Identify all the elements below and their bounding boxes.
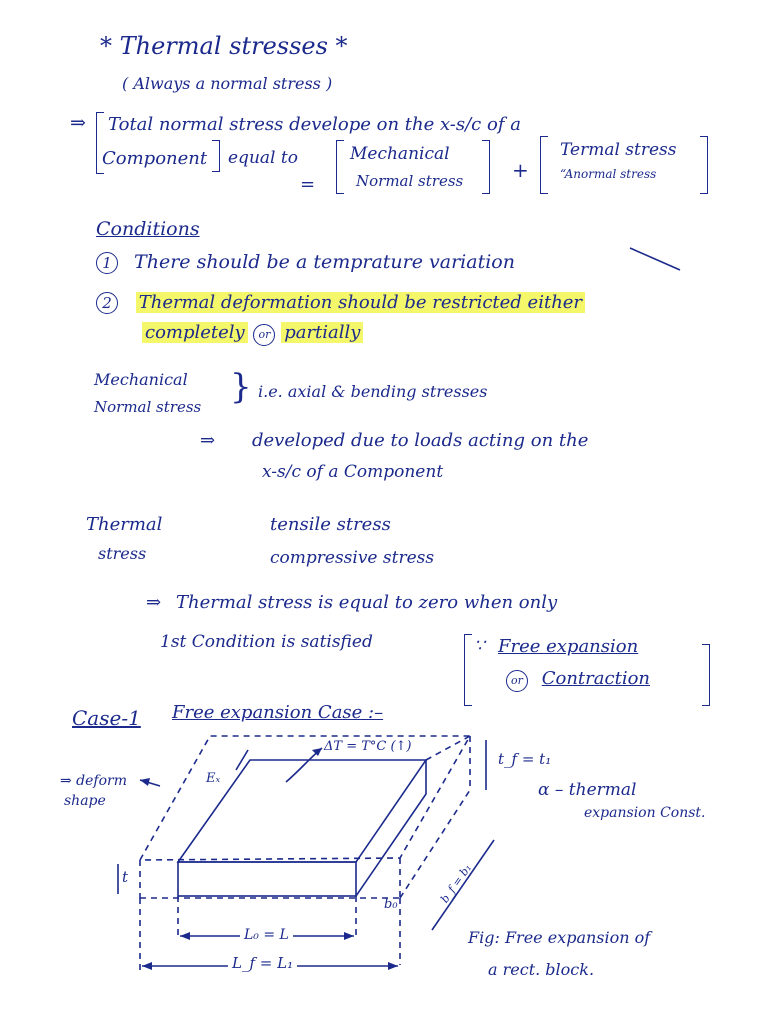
conditions-heading: Conditions <box>96 218 200 240</box>
mechanical-term: Mechanical <box>350 144 450 164</box>
alpha-label-line2: expansion Const. <box>584 805 706 821</box>
mechanical-label: Mechanical <box>94 370 188 389</box>
zero-note-line1: Thermal stress is equal to zero when only <box>176 592 558 613</box>
definition-equal-to: equal to <box>228 148 298 168</box>
condition-text: There should be a temprature variation <box>134 251 515 273</box>
thermal-label-line2: stress <box>98 544 147 563</box>
figure-caption-line2: a rect. block. <box>488 960 595 979</box>
condition-text-completely: completely <box>142 322 248 343</box>
tick-mark <box>630 248 680 270</box>
definition-component: Component <box>102 148 208 169</box>
b0-label: b₀ <box>384 897 398 912</box>
condition-number: 2 <box>96 292 118 314</box>
plus-sign: + <box>512 158 529 182</box>
case-subtitle-text: Free expansion Case :– <box>172 702 384 723</box>
condition-text: Thermal deformation should be restricted either <box>136 292 585 313</box>
deform-shape-label: ⇒ deform <box>60 773 128 789</box>
definition-equals-sign: = <box>300 174 316 195</box>
block-side-face <box>356 760 426 896</box>
brace-icon: } <box>230 367 252 407</box>
page-title: * Thermal stresses * <box>100 32 348 60</box>
condition-number: 1 <box>96 252 118 274</box>
mechanical-label-line2: Normal stress <box>94 398 202 416</box>
mechanical-term-line2: Normal stress <box>356 172 464 190</box>
thermal-term: Termal stress <box>560 140 677 160</box>
l0-label: L₀ = L <box>240 928 293 942</box>
zero-note-line2: 1st Condition is satisfied <box>160 632 373 652</box>
bf-label: b_f = b₁ <box>438 861 475 906</box>
definition-arrow: ⇒ <box>70 112 86 134</box>
thermal-label: Thermal <box>86 514 163 535</box>
mechanical-note-arrow: ⇒ <box>200 430 216 451</box>
zero-note-arrow: ⇒ <box>146 592 162 613</box>
or-mark: or <box>506 670 528 692</box>
mechanical-description: i.e. axial & bending stresses <box>258 382 488 401</box>
or-mark: or <box>253 324 275 346</box>
definition-line1: Total normal stress develope on the x-s/c of a <box>108 114 521 135</box>
free-expansion-text: Free expansion <box>498 636 639 657</box>
therefore-sign: ∵ <box>474 636 485 656</box>
t-label: t <box>122 868 129 886</box>
mechanical-note-line1: developed due to loads acting on the <box>252 430 589 451</box>
case-title: Case-1 <box>72 706 141 730</box>
ex-label: Eₓ <box>206 771 221 786</box>
tensile-stress: tensile stress <box>270 514 391 535</box>
block-front-face <box>178 862 356 896</box>
ex-leader <box>236 750 248 770</box>
mechanical-note-line2: x-s/c of a Component <box>262 462 444 482</box>
tf-label: t_f = t₁ <box>498 750 552 768</box>
delta-t-label: ΔT = T°C (↑) <box>324 739 412 754</box>
deform-shape-label-line2: shape <box>64 793 106 809</box>
compressive-stress: compressive stress <box>270 548 435 568</box>
page-subtitle: ( Always a normal stress ) <box>122 74 333 93</box>
lf-label: L_f = L₁ <box>228 956 297 971</box>
condition-text-partially: partially <box>281 322 363 343</box>
thermal-term-line2: “Anormal stress <box>560 167 657 181</box>
figure-caption: Fig: Free expansion of <box>468 928 651 947</box>
contraction-text: Contraction <box>541 668 651 689</box>
alpha-label: α – thermal <box>538 780 637 800</box>
